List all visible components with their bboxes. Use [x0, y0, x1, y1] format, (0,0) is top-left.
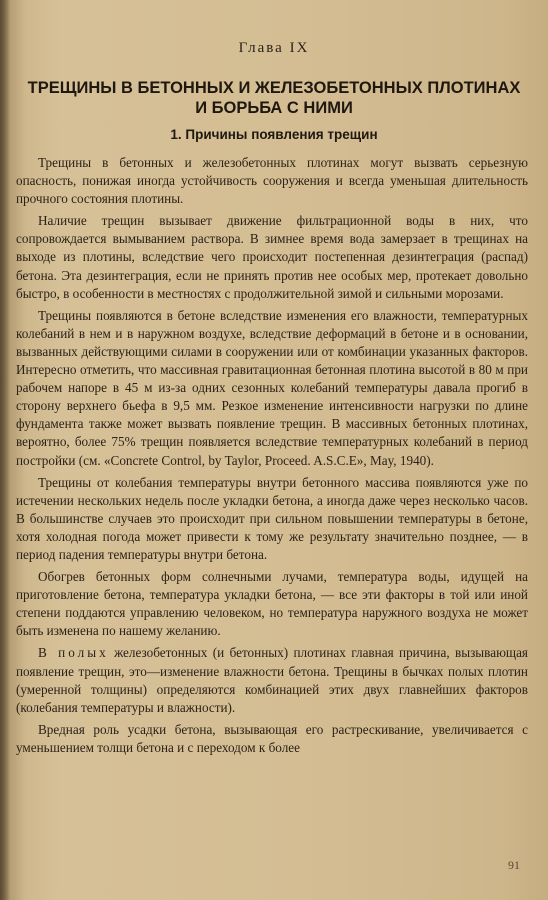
page-number: 91 — [508, 858, 520, 872]
body-text — [16, 154, 528, 761]
chapter-title-line-2: И БОРЬБА С НИМИ — [195, 99, 353, 117]
paragraph-5: Обогрев бетонных форм солнечными лучами, температура воды, идущей на приготовление бетона, температура укладки бетона, — все эти факторы в той или иной степени поддаются управлению человеком, но температура наружного воздуха не может быть изменена по нашему желанию. — [16, 569, 528, 639]
chapter-heading: Глава IX — [238, 40, 310, 56]
paragraph-4: Трещины от колебания температуры внутри бетонного массива появляются уже по истечении нескольких недель после укладки бетона, а иногда даже через несколько часов. В большинстве случаев это происходит при сильном повышении температуры в бетоне, хотя холодная погода может привести к тому же результату значительно позднее, — в период падения температуры внутри бетона. — [16, 474, 528, 562]
paragraph-6-text: железобетонных (и бетонных) плотинах главная причина, вызывающая появление трещин, это—изменение влажности бетона. Трещины в бычках полых плотин (умеренной толщины) определяются комбинацией этих двух главнейших факторов (колебания температуры и влажности). — [16, 645, 528, 715]
spaced-emphasis: В полых — [38, 645, 109, 661]
paragraph-1: Трещины в бетонных и железобетонных плотинах могут вызвать серьезную опасность, понижая иногда устойчивость сооружения и всегда уменьшая длительность прочного состояния плотины. — [16, 155, 528, 207]
paragraph-3: Трещины появляются в бетоне вследствие изменения его влажности, температурных колебаний в нем и в наружном воздухе, вследствие деформаций в бетоне и в основании, вызванных действующими силами в сооружении или от комбинации указанных факторов. Интересно отметить, что массивная гравитационная бетонная плотина высотой в 80 м при рабочем напоре в 45 м из-за одних сезонных колебаний температуры давала прогиб в сторону верхнего бьефа в 9,5 мм. Резкое изменение интенсивности нагрузки по длине фундамента также может вызвать появление трещин. В массивных бетонных плотинах, вероятно, более 75% трещин появляется вследствие температурных колебаний в период постройки (см. «Concrete Control, by Taylor, Proceed. A.S.C.E», May, 1940). — [16, 307, 528, 468]
chapter-title-line-1: ТРЕЩИНЫ В БЕТОННЫХ И ЖЕЛЕЗОБЕТОННЫХ ПЛОТИНАХ — [27, 79, 521, 97]
paragraph-2: Наличие трещин вызывает движение фильтрационной воды в них, что сопровождается вымыванием раствора. В зимнее время вода замерзает в трещинах на выходе из плотины, вследствие чего происходит постепенная дезинтеграция (распад) бетона. Эта дезинтеграция, если не принять против нее особых мер, протекает довольно быстро, в особенности в местностях с продолжительной зимой и сильными морозами. — [16, 213, 528, 301]
section-heading: 1. Причины появления трещин — [170, 127, 378, 142]
paragraph-6 — [16, 644, 528, 716]
paragraph-7: Вредная роль усадки бетона, вызывающая его растрескивание, увеличивается с уменьшением толщи бетона и с переходом к более — [16, 721, 528, 755]
chapter-title — [10, 78, 538, 118]
